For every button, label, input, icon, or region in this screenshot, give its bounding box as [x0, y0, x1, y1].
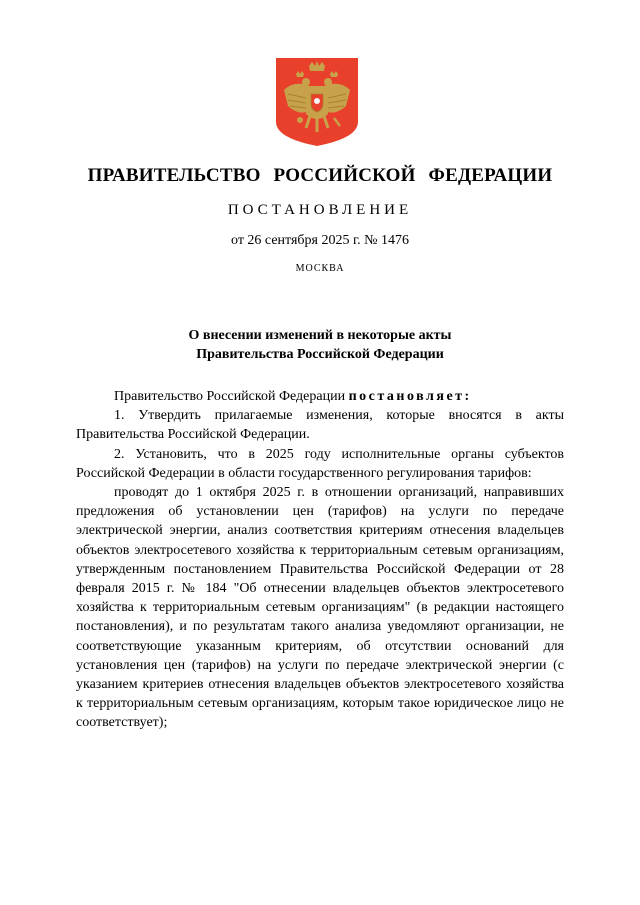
item-2-paragraph: 2. Установить, что в 2025 году исполнительные органы субъектов Российской Федерации в области государственного регулирования тарифов: [76, 446, 564, 481]
heading-line-2: Правительства Российской Федерации [196, 347, 444, 362]
item-1-paragraph: 1. Утвердить прилагаемые изменения, которые вносятся в акты Правительства Российской Федерации. [76, 408, 564, 443]
intro-prefix: Правительство Российской Федерации [114, 389, 349, 404]
document-heading [0, 326, 640, 364]
document-body [76, 387, 564, 733]
resolves-word: постановляет: [348, 389, 472, 404]
document-date-number: от 26 сентября 2025 г. № 1476 [231, 233, 409, 248]
heading-line-1: О внесении изменений в некоторые акты [188, 328, 452, 343]
item-2-subparagraph: проводят до 1 октября 2025 г. в отношении организаций, направивших предложения об установлении цен (тарифов) на услуги по передаче электрической энергии, анализ соответствия критериям отнесения владельцев объектов электросетевого хозяйства к территориальным сетевым организациям, утвержденным постановлением Правительства Российской Федерации от 28 февраля 2015 г. № 184 "Об отнесении владельцев объектов электросетевого хозяйства к территориальным сетевым организациям" (в редакции настоящего постановления), и по результатам такого анализа уведомляют организации, не соответствующие указанным критериям, об отсутствии оснований для установления цен (тарифов) на услуги по передаче электрической энергии (с указанием критериев отнесения владельцев объектов электросетевого хозяйства к территориальным сетевым организациям, которым такое юридическое лицо не соответствует); [76, 485, 564, 731]
intro-paragraph [76, 387, 564, 406]
document-type: ПОСТАНОВЛЕНИЕ [227, 202, 413, 218]
document-city: МОСКВА [295, 263, 345, 274]
government-title: ПРАВИТЕЛЬСТВО РОССИЙСКОЙ ФЕДЕРАЦИИ [87, 165, 553, 186]
coat-of-arms-russia-icon [276, 58, 358, 146]
